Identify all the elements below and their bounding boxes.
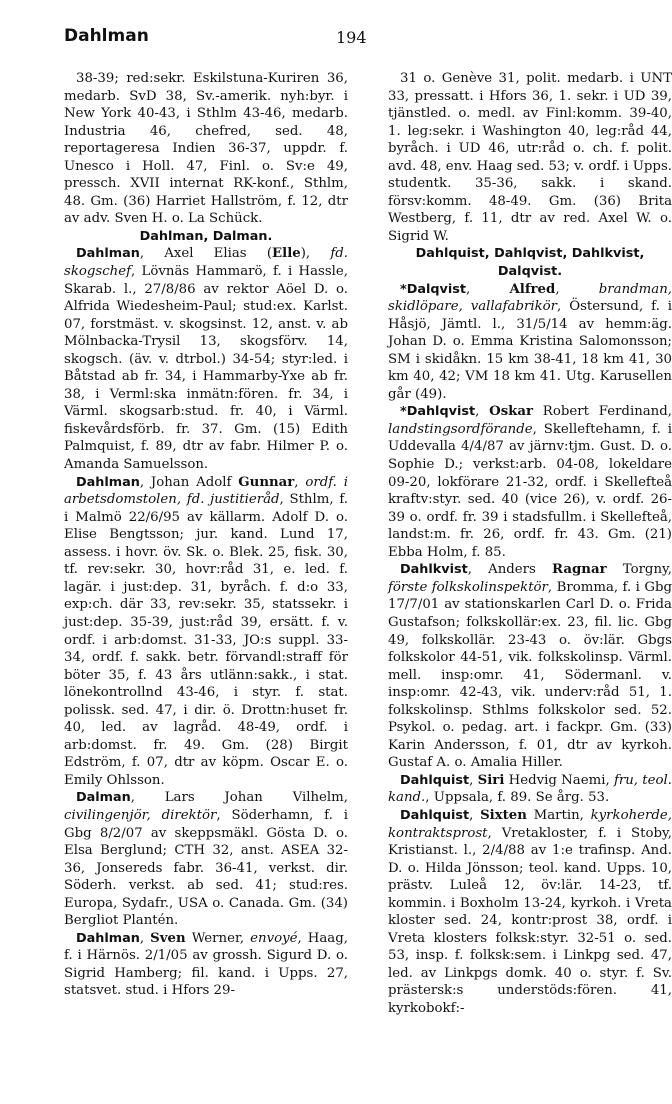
entry-given-name: Siri [477,772,505,788]
biography-entry [64,245,348,473]
entry-text: , [294,474,306,490]
entry-surname: Dahlman [76,246,140,262]
entry-text: , Söderhamn, f. i Gbg 8/2/07 av skeppsmäkl. Gösta D. o. Elsa Berglund; CTH 32, anst. ASEA 32-36, Jonsereds fabr. 36-41, verkst. dir. Söderh. verkst. ab sed. 41; stud:res. Europa, Sydafr., USA o. Canada. Gm. (34) Bergliot Plantén. [64,807,348,929]
entry-given-name: Gunnar [238,474,295,490]
entry-text: , Anders [467,562,553,578]
entry-occupation: kyrkoherde, kontraktsprost [388,807,672,841]
entry-given-name: Sven [150,930,186,946]
entry-surname: Dahlman, Dalman. [139,228,273,244]
left-column [64,70,348,1000]
running-head [64,26,612,54]
biography-entry [388,772,672,807]
biography-entry [64,70,348,228]
entry-text: , [139,930,151,946]
entry-occupation: landstingsordförande [388,421,533,437]
biography-entry [388,403,672,561]
entry-surname: *Dalqvist [400,281,466,297]
entry-surname: Dahlquist [400,807,470,823]
entry-text: , [475,404,490,420]
entry-text: 31 o. Genève 31, polit. medarb. i UNT 33, pressatt. i Hfors 36, 1. sekr. i UD 39, tjänstled. o. medl. av Finl:komm. 39-40, 1. leg:sekr. i Washington 40, leg:råd 44, byråch. i UD 46, utr:råd o. ch. f. polit. avd. 48, env. Haag sed. 53; v. ordf. i Upps. studentk. 35-36, sakk. i skand. försv:komm. 48-49. Gm. (36) Brita Westberg, f. 11, dtr av red. Axel W. o. Sigrid W. [388,71,672,244]
entry-text: , Lövnäs Hammarö, f. i Hassle, Skarab. l., 27/8/86 av rektor Aöel D. o. Alfrida Wiedesheim-Paul; stud:ex. Karlst. 07, forstmäst. v. skogsinst. 12, anst. v. ab Mölnbacka-Trysil 13, skogsförv. 14, skogsch. (äv. v. dtrbol.) 34-54; styr:led. i Båtstad ab fr. 34, i Hammarby-Yxe ab fr. 38, i Verml:ska inmätn:fören. fr. 34, i Värml. skogsarb:stud. fr. 40, i Värml. fiskevårdsförb. fr. 37. Gm. (15) Edith Palmquist, f. 89, dtr av fabr. Hilmer P. o. Amanda Samuelsson. [64,264,348,473]
biography-entry [388,561,672,772]
entry-text: , Östersund, f. i Håsjö, Jämtl. l., 31/5/14 av hemm:äg. Johan D. o. Emma Kristina Salomonsson; SM i skidåkn. 15 km 38-41, 18 km 41, 30 km 40, 42; VM 18 km 41. Utg. Karusellen går (49). [388,299,672,402]
entry-text: , Haag, f. i Härnös. 2/1/05 av grossh. Sigurd D. o. Sigrid Hamberg; fil. kand. i Upps. 27, statsvet. stud. i Hfors 29- [64,930,348,999]
biography-entry [64,930,348,1000]
biography-entry [64,789,348,929]
entry-surname: Dahlquist, Dahlqvist, Dahlkvist, Dalqvist. [415,246,645,280]
entry-given-name: Elle [272,246,301,262]
entry-text: 38-39; red:sekr. Eskilstuna-Kuriren 36, medarb. SvD 38, Sv.-amerik. nyh:byr. i New York 40-43, i Sthlm 43-46, medarb. Industria 46, chefred, sed. 48, reportageresa Indien 36-37, uppdr. f. Unesco i Holl. 47, Finl. o. Sv:e 49, pressch. XVII internat RK-konf., Sthlm, 48. Gm. (36) Harriet Hallström, f. 12, dtr av adv. Sven H. o. La Schück. [64,71,348,227]
entry-surname: Dahlman [76,930,140,946]
entry-occupation: fru, teol. kand. [388,772,672,806]
entry-occupation: fd. skogschef [64,246,348,280]
biography-entry [388,70,672,245]
entry-given-name: Alfred [509,281,556,297]
entry-text: , Bromma, f. i Gbg 17/7/01 av stationskarlen Carl D. o. Frida Gustafson; folkskollär:ex. 23, fil. lic. Gbg 49, folkskollär. 23-43 o. öv:lär. Gbgs folkskolor 44-51, vik. folkskolinsp. Värml. mell. insp:omr. 41, Södermanl. v. insp:omr. 42-43, vik. underv:råd 51, 1. folkskolinsp. Sthlms folkskolor sed. 52. Psykol. o. pedag. art. i fackpr. Gm. (33) Karin Andersson, f. 01, dtr av kyrkoh. Gustaf A. o. Amalia Hiller. [388,579,672,771]
head-word: Dahlman [64,26,149,46]
entry-text: , Skelleftehamn, f. i Uddevalla 4/4/87 av järnv:tjm. Gust. D. o. Sophie D.; verkst:arb. 04-08, lokeldare 09-20, lokförare 21-32, ordf. i Skellefteå kraftv:styr. sed. 40 (vice 26), v. ordf. 26-39 o. ordf. fr. 39 i stadsfullm. i Skellefteå, landst:m. fr. 26, ordf. fr. 43. Gm. (21) Ebba Holm, f. 85. [388,421,672,560]
entry-occupation: civilingenjör, direktör [64,807,217,823]
entry-text: Martin, [526,807,591,823]
entry-text: Torgny, [606,562,672,578]
entry-text: , Lars Johan Vilhelm, [130,790,348,806]
entry-given-name: Oskar [489,404,534,420]
biography-entry [388,807,672,1018]
entry-occupation: envoyé [250,930,298,946]
surname-group-heading [388,245,672,280]
entry-surname: *Dahlqvist [400,404,476,420]
entry-text: , [465,281,510,297]
entry-text: , Axel Elias ( [139,246,273,262]
entry-occupation: förste folkskolinspektör [388,579,548,595]
entry-surname: Dahlman [76,474,140,490]
page-number: 194 [336,28,367,47]
entry-text: ), [300,246,331,262]
entry-occupation: ordf. i arbetsdomstolen, fd. justitieråd [64,474,349,508]
entry-occupation: brandman, skidlöpare, vallafabrikör [388,281,672,315]
entry-text: Werner, [185,930,251,946]
entry-surname: Dahlquist [400,772,470,788]
surname-group-heading [64,228,348,246]
entry-text: , [555,281,599,297]
entry-text: , Vretakloster, f. i Stoby, Kristianst. l., 2/4/88 av 1:e trafinsp. And. D. o. Hilda Jönsson; teol. kand. Upps. 10, prästv. Luleå 12, öv:lär. 14-23, tf. kommin. i Boxholm 13-24, kyrkoh. i Vreta kloster sed. 24, kontr:prost 38, ordf. i Vreta klosters folksk:styr. 32-51 o. sed. 53, insp. f. folksk:sem. i Linkpg sed. 47, led. av Linkpgs domk. 40 o. styr. f. Sv. prästersk:s understöds:fören. 41, kyrkobokf:- [388,825,672,1016]
entry-text: , [469,807,481,823]
entry-given-name: Sixten [480,807,527,823]
entry-text: , Sthlm, f. i Malmö 22/6/95 av källarm. Adolf D. o. Elise Bengtsson; jur. kand. Lund 17, assess. i hovr. öv. Sk. o. Blek. 25, fisk. 30, tf. rev:sekr. 30, hovr:råd 31, e. led. f. lagär. i just:dep. 31, byråch. f. d:o 33, exp:ch. där 33, rev:sekr. 35, statssekr. i just:dep. 35-39, just:råd 39, ersätt. f. v. ordf. i arb:domst. 31-33, JO:s suppl. 33-34, ordf. f. sakk. betr. förvandl:straff för böter 35, f. 43 års utlänn:sakk., i stat. lönekontrollnd 43-46, i styr. f. stat. polissk. sed. 47, i dir. ö. Drottn:huset fr. 40, led. av lagråd. 48-49, ordf. i arb:domst. fr. 49. Gm. (28) Birgit Edström, f. 07, dtr av köpm. Oscar E. o. Emily Ohlsson. [64,492,348,788]
right-column [388,70,672,1018]
biography-entry [388,281,672,404]
biography-entry [64,474,348,790]
entry-text: Hedvig Naemi, [504,772,614,788]
entry-text: , Johan Adolf [139,474,239,490]
entry-surname: Dalman [76,790,131,806]
entry-text: , [469,772,478,788]
entry-given-name: Ragnar [552,562,607,578]
entry-surname: Dahlkvist [400,562,468,578]
entry-text: Robert Ferdinand, [533,404,672,420]
entry-text: , Uppsala, f. 89. Se årg. 53. [425,790,610,806]
